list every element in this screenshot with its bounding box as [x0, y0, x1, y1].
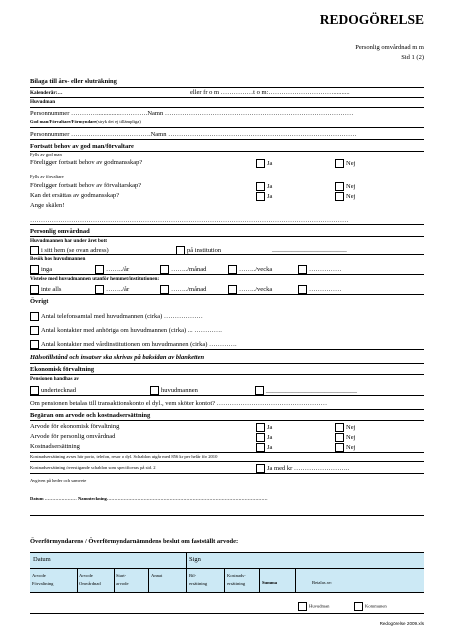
arv3-nej-checkbox[interactable] — [335, 443, 355, 452]
ja-label: Ja — [267, 182, 273, 190]
checkbox-icon — [354, 602, 363, 611]
checkbox-icon — [335, 182, 344, 191]
vistelse-ar-checkbox[interactable] — [95, 285, 129, 294]
divider — [30, 151, 424, 152]
vistelse-option-label: ……../år — [106, 285, 130, 293]
divider — [30, 395, 424, 396]
undertecknad-label: undertecknad — [41, 386, 77, 394]
vistelse-label: Vistelse med huvudmannen utanför hemmet/institutionen: — [30, 276, 160, 282]
divider — [30, 349, 424, 350]
divider — [30, 127, 424, 128]
checkbox-icon — [335, 192, 344, 201]
divider — [259, 569, 260, 592]
checkbox-icon — [335, 443, 344, 452]
datum-header: Datum — [33, 556, 51, 563]
arv3-ja-checkbox[interactable] — [256, 443, 272, 452]
arv1-nej-checkbox[interactable] — [335, 423, 355, 432]
besok-option-label: ……../år — [106, 265, 130, 273]
checkbox-icon — [30, 340, 39, 349]
checkbox-icon — [150, 386, 159, 395]
col-startarvode: Start- arvode — [116, 573, 129, 586]
fylls-godman: Fylls av god man — [30, 152, 62, 157]
divider — [30, 254, 424, 255]
divider — [295, 569, 296, 592]
nej-label: Nej — [346, 159, 356, 167]
nej-label: Nej — [346, 423, 356, 431]
checkbox-icon — [30, 285, 39, 294]
nej-label: Nej — [346, 443, 356, 451]
besok-option-label: inga — [41, 265, 53, 273]
telefonsamtal-label: Antal telefonsamtal med huvudmannen (cirka) ……………… — [41, 312, 203, 320]
fortsatt-title: Fortsatt behov av god man/förvaltare — [30, 143, 134, 150]
checkbox-icon — [95, 265, 104, 274]
telefonsamtal-checkbox[interactable] — [30, 312, 203, 321]
med-kr-field: Ja med kr …………………….. — [267, 464, 350, 472]
med-kr-checkbox[interactable] — [256, 464, 349, 473]
huvudman-option-label: Huvudman — [309, 603, 330, 609]
personlig-title: Personlig omvårdnad — [30, 228, 90, 235]
checkbox-icon — [298, 602, 307, 611]
transaktionskonto-field[interactable]: Om pensionen betalas till transaktionskonto el dyl., vem sköter kontot? …………………………………………… — [30, 400, 328, 407]
vardinstitution-checkbox[interactable] — [30, 340, 237, 349]
ovrigt-label: Övrigt — [30, 298, 49, 305]
divider — [186, 552, 187, 568]
checkbox-icon — [335, 433, 344, 442]
col-bilersattning: Bil- ersättning — [189, 573, 208, 586]
question-godmansskap: Föreligger fortsatt behov av godmansskap? — [30, 159, 143, 166]
checkbox-icon — [335, 159, 344, 168]
checkbox-icon — [160, 285, 169, 294]
kommunen-option-label: Kommunen — [365, 603, 387, 609]
question-ersattas: Kan det ersättas av godmansskap? — [30, 192, 120, 199]
checkbox-icon — [228, 285, 237, 294]
huvudman-checkbox[interactable] — [298, 602, 329, 611]
checkbox-icon — [30, 386, 39, 395]
divider — [30, 452, 424, 453]
fylls-forvaltare: Fylls av förvaltare — [30, 174, 64, 179]
overformyndare-title: Överförmyndarens / Överförmyndarnämndens beslut om fastställt arvode: — [30, 538, 239, 545]
divider — [30, 613, 424, 614]
footer-filename: Redogörelse 2009.xls — [379, 621, 424, 626]
period-field[interactable]: eller fr o m ……………t o m:………………………….......... — [190, 89, 350, 96]
huvudman-title: Huvudman — [30, 99, 56, 105]
avgiven-label: Avgiven på heder och samvete — [30, 478, 87, 483]
god-man-label: God man/Förvaltare/Förmyndare — [30, 119, 97, 124]
besok-label: Besök hos huvudmannen — [30, 256, 86, 262]
vistelse-vecka-checkbox[interactable] — [228, 285, 272, 294]
besok-other-checkbox[interactable] — [298, 265, 342, 274]
checkbox-icon — [160, 265, 169, 274]
nej-label: Nej — [346, 192, 356, 200]
q3-nej-checkbox[interactable] — [335, 192, 355, 201]
vistelse-option-label: inte alls — [41, 285, 62, 293]
huvudman-pnr-field[interactable]: Personnummer …………..............………….Namn …………………………………………………………………………… — [30, 110, 354, 117]
pension-label: Pensionen handhas av — [30, 376, 80, 382]
ja-label: Ja — [267, 159, 273, 167]
nej-label: Nej — [346, 433, 356, 441]
checkbox-icon — [30, 265, 39, 274]
ja-label: Ja — [267, 433, 273, 441]
divider — [30, 409, 424, 410]
checkbox-icon — [30, 326, 39, 335]
checkbox-icon — [255, 386, 264, 395]
bott-institution-label: på institution — [187, 246, 222, 254]
arv2-ja-checkbox[interactable] — [256, 433, 272, 442]
question-forvaltarskap: Föreligger fortsatt behov av förvaltarskap? — [30, 182, 142, 189]
datum-signature-field[interactable]: Datum ………………… Namnteckning…………………………………………………………………………………………… — [30, 496, 268, 501]
col-kostnadsersattning: Kostnads- ersättning — [227, 573, 246, 586]
divider — [224, 569, 225, 592]
skalen-field[interactable]: ………………………………………………………………………………………………………………………………… — [30, 217, 349, 224]
ja-label: Ja — [267, 423, 273, 431]
divider — [30, 224, 424, 225]
checkbox-icon — [256, 433, 265, 442]
divider — [30, 552, 424, 553]
god-man-row — [30, 119, 141, 124]
kommunen-checkbox[interactable] — [354, 602, 387, 611]
ange-skalen: Ange skälen! — [30, 202, 65, 209]
vistelse-manad-checkbox[interactable] — [160, 285, 206, 294]
institution-field[interactable]: _______________________ — [272, 246, 347, 253]
divider — [30, 274, 424, 275]
page-subtitle: Personlig omvårdnad m m — [355, 44, 424, 51]
divider — [30, 374, 424, 375]
huvudmannen-label: huvudmannen — [161, 386, 198, 394]
vistelse-other-checkbox[interactable] — [298, 285, 342, 294]
arvode-personlig-label: Arvode för personlig omvårdnad — [30, 433, 116, 440]
sign-header: Sign — [189, 556, 201, 563]
huvudmannen-checkbox[interactable] — [150, 386, 198, 395]
divider — [30, 592, 424, 593]
divider — [186, 569, 187, 592]
divider — [30, 294, 424, 295]
divider — [114, 569, 115, 592]
q2-ja-checkbox[interactable] — [256, 182, 272, 191]
q2-nej-checkbox[interactable] — [335, 182, 355, 191]
vistelse-inte-checkbox[interactable] — [30, 285, 61, 294]
col-arvode-omvardnad: Arvode Omvårdnad — [79, 573, 101, 586]
ekonomisk-title: Ekonomisk förvaltning — [30, 366, 95, 373]
divider — [30, 97, 424, 98]
besok-ar-checkbox[interactable] — [95, 265, 129, 274]
divider — [30, 420, 424, 421]
vistelse-option-label: ……../månad — [171, 285, 207, 293]
besok-option-label: …………… — [309, 265, 342, 273]
bott-hem-label: i sitt hem (se ovan adress) — [41, 246, 109, 254]
col-annat: Annat — [151, 573, 163, 578]
page-title: REDOGÖRELSE — [319, 12, 424, 27]
kalenderar-label: Kalenderår:… — [30, 90, 63, 96]
besok-vecka-checkbox[interactable] — [228, 265, 272, 274]
checkbox-icon — [256, 159, 265, 168]
kostnad-note: Kostnadsersättning avses här porto, telefon, resor o dyl. Schablon utgår med 856 kr per helår för 2010 — [30, 454, 218, 459]
besok-inga-checkbox[interactable] — [30, 265, 52, 274]
checkbox-icon — [298, 285, 307, 294]
vardinstitution-label: Antal kontakter med vårdinstitutionen om huvudmannen (cirka) …………. — [41, 340, 237, 348]
pension-other-checkbox[interactable] — [255, 386, 357, 395]
arvode-ekonomisk-label: Arvode för ekonomisk förvaltning — [30, 423, 120, 430]
ja-label: Ja — [267, 443, 273, 451]
schablon-note: Kostnadsersättning överstigande schablon som specificeras på sid. 2 — [30, 465, 156, 470]
divider — [30, 461, 424, 462]
divider — [30, 236, 424, 237]
arvode-title: Begäran om arvode och kostnadsersättning — [30, 412, 151, 419]
besok-option-label: ……../månad — [171, 265, 207, 273]
checkbox-icon — [256, 182, 265, 191]
ja-label: Ja — [267, 192, 273, 200]
halsotillstand-note: Hälsotillstånd och insatser ska skrivas på baksidan av blanketten — [30, 354, 205, 361]
bilaga-title: Bilaga till års- eller sluträkning — [30, 78, 117, 85]
page-number: Sid 1 (2) — [401, 54, 424, 61]
divider — [30, 473, 424, 474]
nej-label: Nej — [346, 182, 356, 190]
checkbox-icon — [256, 443, 265, 452]
checkbox-icon — [30, 312, 39, 321]
god-man-note: (stryk det ej tillämpliga) — [96, 119, 141, 124]
divider — [148, 569, 149, 592]
vistelse-option-label: …………… — [309, 285, 342, 293]
kostnadsersattning-label: Kostnadsersättning — [30, 443, 80, 450]
divider — [30, 87, 424, 88]
arv2-nej-checkbox[interactable] — [335, 433, 355, 442]
checkbox-icon — [256, 192, 265, 201]
divider — [30, 363, 424, 364]
q1-nej-checkbox[interactable] — [335, 159, 355, 168]
divider — [30, 139, 424, 140]
besok-manad-checkbox[interactable] — [160, 265, 206, 274]
divider — [30, 515, 424, 516]
col-arvode-forvaltning: Arvode Förvaltning — [32, 573, 54, 586]
arv1-ja-checkbox[interactable] — [256, 423, 272, 432]
anhoriga-checkbox[interactable] — [30, 326, 222, 335]
checkbox-icon — [335, 423, 344, 432]
datum-sign-band — [30, 552, 424, 568]
col-betalas-av: Betalas av: — [312, 580, 333, 585]
divider — [30, 107, 424, 108]
checkbox-icon — [256, 423, 265, 432]
vistelse-option-label: ……../vecka — [239, 285, 273, 293]
checkbox-icon — [256, 464, 265, 473]
anhoriga-label: Antal kontakter med anhöriga om huvudmannen (cirka) ... …………. — [41, 326, 222, 334]
divider — [77, 569, 78, 592]
undertecknad-checkbox[interactable] — [30, 386, 76, 395]
checkbox-icon — [95, 285, 104, 294]
pension-other-field: ____________________________ — [266, 386, 357, 394]
checkbox-icon — [228, 265, 237, 274]
bott-label: Huvudmannen har under året bott — [30, 238, 107, 244]
checkbox-icon — [298, 265, 307, 274]
besok-option-label: ……../vecka — [239, 265, 273, 273]
god-man-pnr-field[interactable]: Personnummer ……………………………….Namn …………………………………………………………………………… — [30, 131, 357, 138]
q1-ja-checkbox[interactable] — [256, 159, 272, 168]
q3-ja-checkbox[interactable] — [256, 192, 272, 201]
col-summa: Summa — [262, 580, 278, 585]
